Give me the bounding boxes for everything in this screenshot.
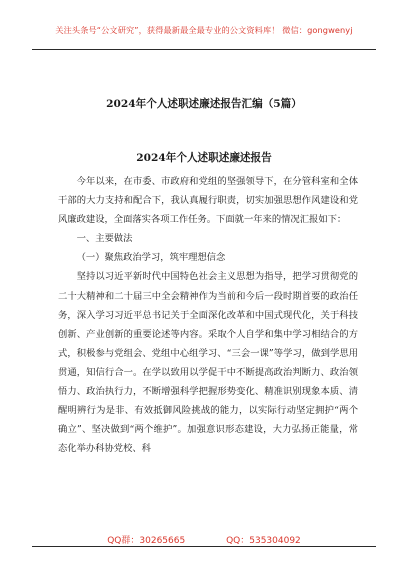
section-heading: 一、主要做法 xyxy=(76,233,133,245)
collection-title: 2024年个人述职述廉述报告汇编（5篇） xyxy=(106,98,302,110)
intro-paragraph: 今年以来，在市委、市政府和党组的坚强领导下，在分管科室和全体干部的大力支持和配合下，我认真履行职责，切实加强思想作风建设和党风廉政建设，全面落实各项工作任务。下面就一年来的情况汇报如下： xyxy=(58,176,358,226)
footer-qq: QQ：535304092 xyxy=(226,536,301,546)
footer-contact xyxy=(0,533,408,546)
footer-qq-group: QQ群：30265665 xyxy=(107,536,186,546)
body-paragraph: 坚持以习近平新时代中国特色社会主义思想为指导，把学习贯彻党的二十大精神和二十届三中全会精神作为当前和今后一段时期首要的政治任务，深入学习习近平总书记关于全面深化改革和中国式现代化，关于科技创新、产业创新的重要论述等内容。采取个人自学和集中学习相结合的方式，积极参与党组会、党组中心组学习、“三会一课”等学习，做到学思用贯通，知信行合一。在学以致用以学促干中不断提高政治判断力、政治领悟力、政治执行力，不断增强科学把握形势变化、精准识别现象本质、清醒明辨行为是非、有效抵御风险挑战的能力，以实际行动坚定拥护“两个确立”、坚决做到“两个维护”。加强意识形态建设，大力弘扬正能量，常态化举办科协党校、科 xyxy=(58,271,358,455)
footer-divider xyxy=(32,546,376,547)
header-divider xyxy=(32,49,376,50)
subsection-heading: （一）聚焦政治学习，筑牢理想信念 xyxy=(76,252,226,264)
header-banner: 关注头条号“公文研究”，获得最新最全最专业的公文资料库！ 微信：gongwenyj xyxy=(55,25,353,35)
document-title: 2024年个人述职述廉述报告 xyxy=(136,152,272,164)
document-body xyxy=(58,172,358,458)
